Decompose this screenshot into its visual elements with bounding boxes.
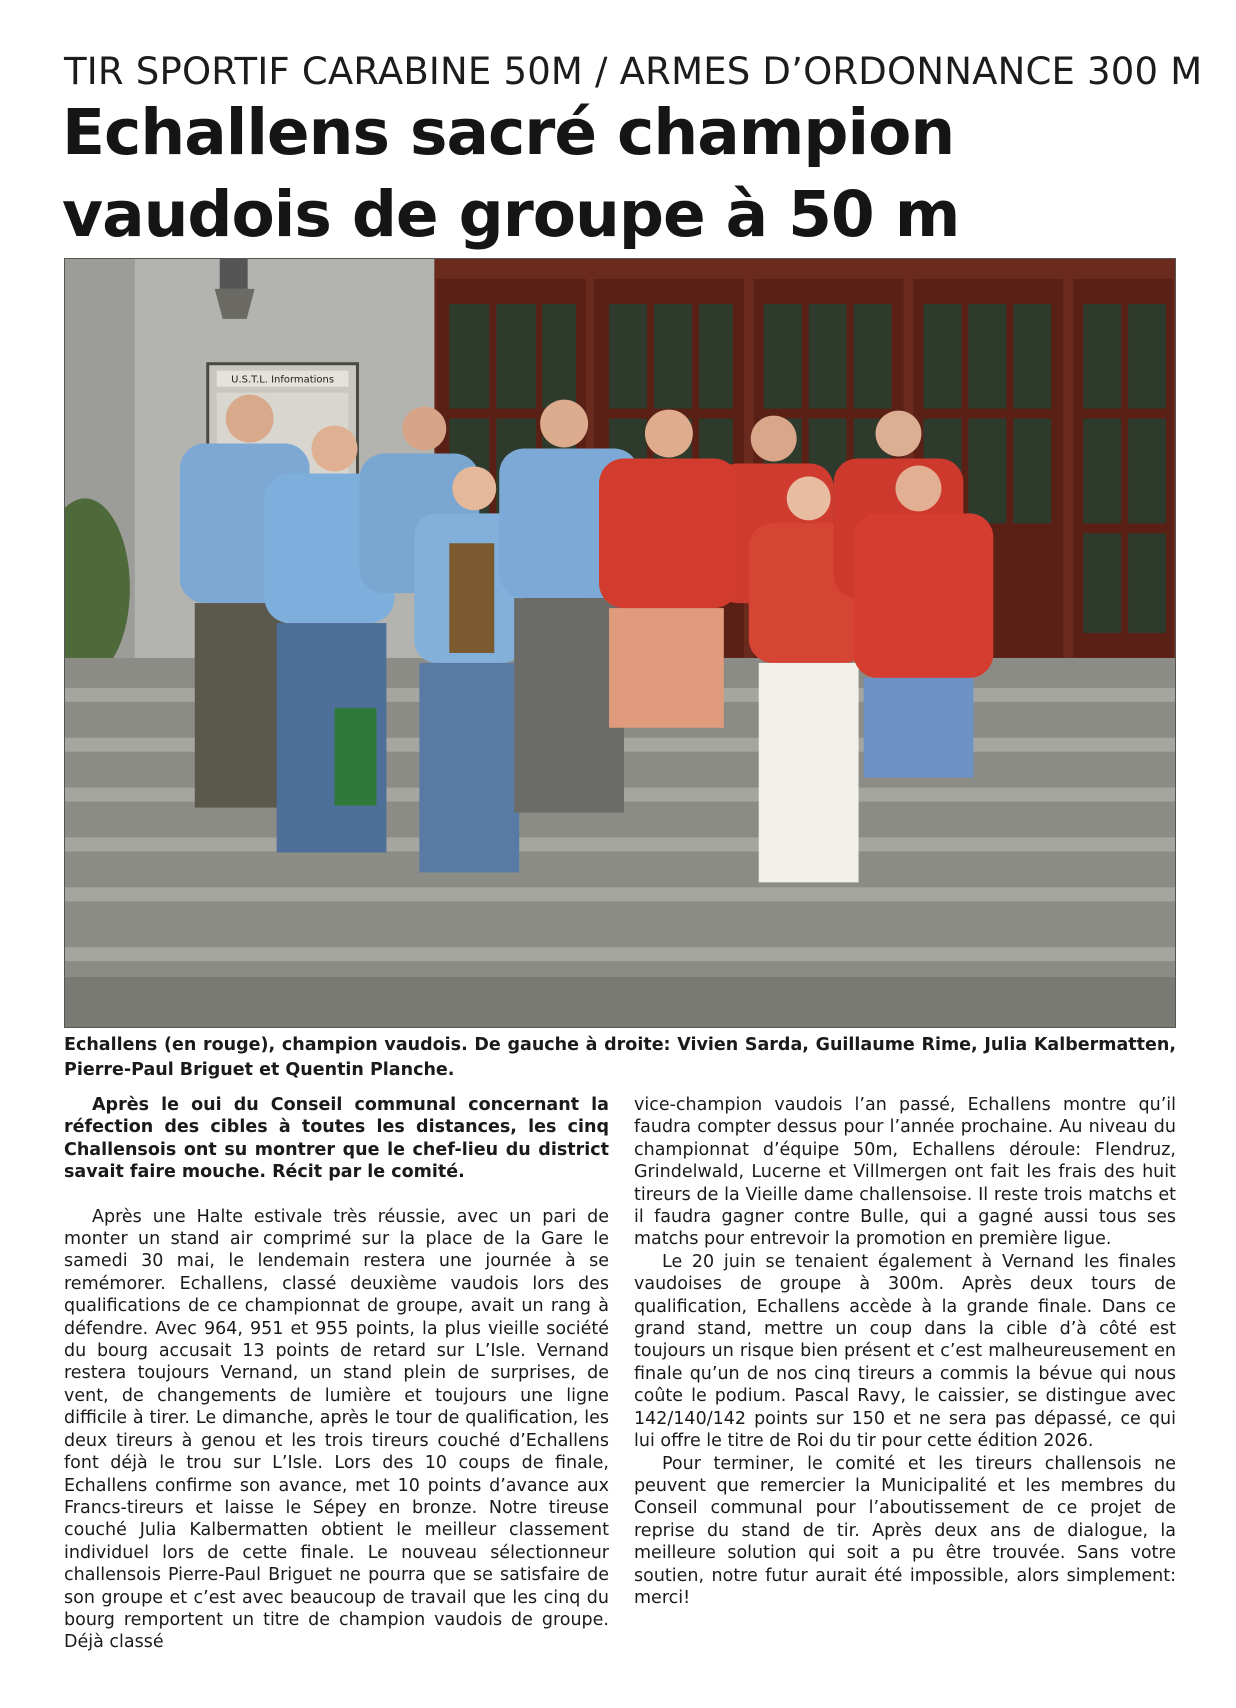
article-lead: Après le oui du Conseil communal concernant la réfection des cibles à toutes les distances, les cinq Challensois ont su montrer que le chef-lieu du district savait faire mouche. Récit par le comité. [64,1095,609,1183]
article-headline: Echallens sacré champion vaudois de groupe à 50 m [62,96,960,251]
body-paragraph: vice-champion vaudois l’an passé, Echallens montre qu’il faudra compter dessus pour l’année prochaine. Au niveau du championnat d’équipe 50m, Echallens déroule: Flendruz, Grindelwald, Lucerne et Villmergen ont fait les frais des huit tireurs de la Vieille dame challensoise. Il reste trois matchs et il faudra gagner contre Bulle, qui a gagné aussi tous ses matchs pour entrevoir la promotion en première ligue. [634,1095,1176,1250]
body-paragraph: Pour terminer, le comité et les tireurs challensois ne peuvent que remercier la Municipalité et les membres du Conseil communal pour l’aboutissement de ce projet de reprise du stand de tir. Après deux ans de dialogue, la meilleure solution qui soit a pu être trouvée. Sans votre soutien, notre futur aurait été impossible, alors simplement: merci! [634,1453,1176,1608]
photo-caption: Echallens (en rouge), champion vaudois. De gauche à droite: Vivien Sarda, Guillaume Rime, Julia Kalbermatten, Pierre-Paul Briguet et Quentin Planche. [64,1035,1176,1080]
body-paragraph: Après une Halte estivale très réussie, avec un pari de monter un stand air comprimé sur la place de la Gare le samedi 30 mai, le lendemain restera une journée à se remémorer. Echallens, classé deuxième vaudois lors des qualifications de ce championnat de groupe, avait un rang à défendre. Avec 964, 951 et 955 points, la plus vieille société du bourg accusait 13 points de retard sur L’Isle. Vernand restera toujours Vernand, un stand plein de surprises, de vent, de changements de lumière et toujours une ligne difficile à tirer. Le dimanche, après le tour de qualification, les deux tireurs à genou et les trois tireurs couché d’Echallens font déjà le trou sur L’Isle. Lors des 10 coups de finale, Echallens confirme son avance, met 10 points d’avance aux Francs-tireurs et laisse le Sépey en bronze. Notre tireuse couché Julia Kalbermatten obtient le meilleur classement individuel lors de cette finale. Le nouveau sélectionneur challensois Pierre-Paul Briguet ne pourra que se satisfaire de son groupe et c’est avec beaucoup de travail que les cinq du bourg remportent un titre de champion vaudois de groupe. Déjà classé [64,1206,609,1653]
notice-board-sign: U.S.T.L. Informations [231,374,335,386]
article-kicker: TIR SPORTIF CARABINE 50M / ARMES D’ORDONNANCE 300 M [64,50,1203,93]
article-column-right [634,1094,1176,1609]
article-column-left [64,1094,609,1654]
team-photo [64,258,1176,1028]
body-paragraph: Le 20 juin se tenaient également à Vernand les finales vaudoises de groupe à 300m. Après deux tours de qualification, Echallens accède à la grande finale. Dans ce grand stand, mettre un coup dans la cible d’à côté est toujours un risque bien présent et c’est malheureusement en finale qu’un de nos cinq tireurs a commis la bévue qui nous coûte le podium. Pascal Ravy, le caissier, se distingue avec 142/140/142 points sur 150 et ne sera pas dépassé, ce qui lui offre le titre de Roi du tir pour cette édition 2026. [634,1251,1176,1452]
